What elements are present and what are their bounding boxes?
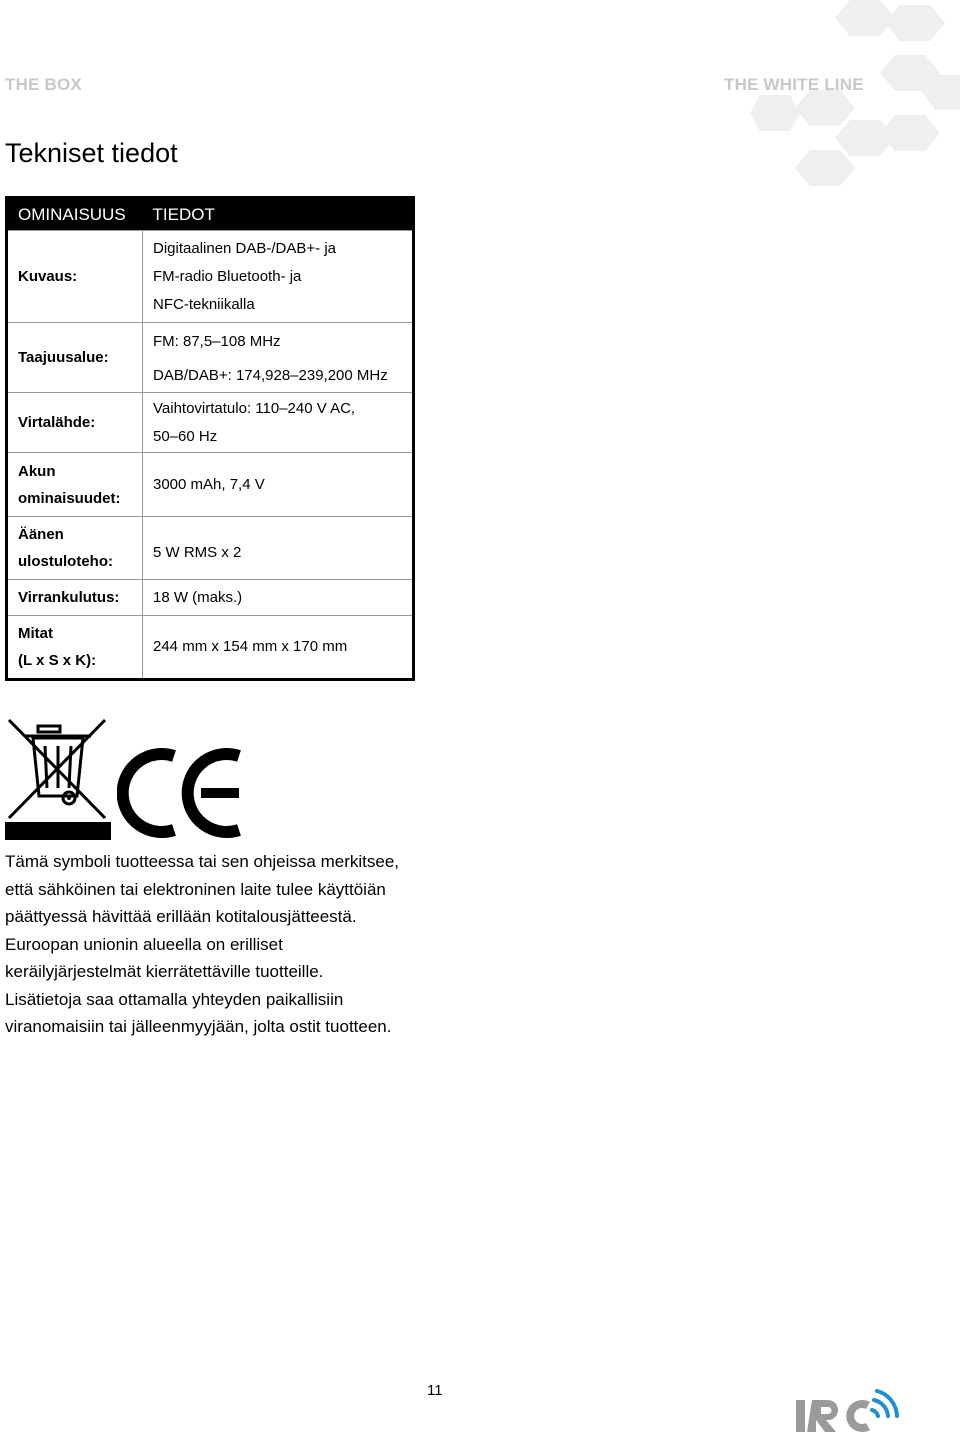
spec-value-line: FM: 87,5–108 MHz (153, 332, 281, 350)
spec-key (7, 231, 143, 323)
spec-key (7, 453, 143, 517)
page-number: 11 (427, 1382, 443, 1399)
paragraph-line: että sähköinen tai elektroninen laite tulee käyttöiän (5, 879, 386, 899)
spec-key-line: ulostuloteho: (18, 553, 113, 570)
column-header-feature: OMINAISUUS (7, 198, 143, 231)
paragraph-line: Euroopan unionin alueella on erilliset (5, 934, 283, 954)
spec-value (143, 393, 414, 453)
spec-value-line: FM-radio Bluetooth- ja (153, 267, 302, 285)
table-row (7, 453, 414, 517)
column-header-details: TIEDOT (143, 198, 414, 231)
spec-key-line: Virrankulutus: (18, 589, 120, 606)
page-title: Tekniset tiedot (5, 138, 178, 168)
spec-key (7, 393, 143, 453)
paragraph-line: Tämä symboli tuotteessa tai sen ohjeissa merkitsee, (5, 852, 400, 871)
spec-value-line: NFC-tekniikalla (153, 295, 255, 313)
spec-value (143, 517, 414, 580)
spec-key-line: Akun (18, 462, 56, 480)
table-row (7, 580, 414, 616)
table-row (7, 616, 414, 680)
spec-table-header-row (7, 198, 414, 231)
spec-key (7, 580, 143, 616)
spec-key (7, 517, 143, 580)
spec-key (7, 323, 143, 393)
spec-value-line: 244 mm x 154 mm x 170 mm (153, 638, 348, 655)
spec-value (143, 231, 414, 323)
spec-key-line: Taajuusalue: (18, 349, 109, 366)
paragraph-line: viranomaisiin tai jälleenmyyjään, jolta ostit tuotteen. (5, 1017, 392, 1036)
irc-logo (792, 1388, 902, 1436)
spec-value-line: 18 W (maks.) (153, 588, 243, 606)
paragraph-line: keräilyjärjestelmät kierrätettäville tuotteille. (5, 962, 324, 981)
spec-value (143, 616, 414, 680)
spec-table (5, 196, 415, 681)
spec-key-line: Virtalähde: (18, 414, 96, 431)
spec-value-line: Vaihtovirtatulo: 110–240 V AC, (153, 399, 356, 417)
table-row (7, 517, 414, 580)
table-row (7, 323, 414, 393)
spec-value (143, 323, 414, 393)
decorative-snowflake-graphic (700, 0, 960, 200)
spec-value (143, 580, 414, 616)
spec-value-line: 50–60 Hz (153, 427, 218, 445)
spec-value (143, 453, 414, 517)
spec-value-line: Digitaalinen DAB-/DAB+- ja (153, 239, 336, 257)
spec-key-line: Mitat (18, 625, 53, 642)
spec-value-line: 3000 mAh, 7,4 V (153, 475, 265, 493)
ce-mark-icon (117, 748, 243, 838)
crossed-out-wheelie-bin-icon (5, 718, 111, 840)
spec-key-line: (L x S x K): (18, 652, 97, 669)
spec-value-line: 5 W RMS x 2 (153, 544, 242, 561)
spec-key (7, 616, 143, 680)
header-brand-right: THE WHITE LINE (724, 75, 864, 94)
disposal-paragraph (5, 848, 445, 1041)
paragraph-line: Lisätietoja saa ottamalla yhteyden paikallisiin (5, 989, 344, 1009)
header-brand-left: THE BOX (5, 75, 82, 94)
paragraph-line: päättyessä hävittää erillään kotitalousjätteestä. (5, 907, 357, 926)
table-row (7, 393, 414, 453)
table-row (7, 231, 414, 323)
spec-key-line: Äänen (18, 526, 64, 543)
spec-key-line: ominaisuudet: (18, 489, 121, 507)
spec-key-line: Kuvaus: (18, 268, 78, 285)
spec-value-line: DAB/DAB+: 174,928–239,200 MHz (153, 366, 388, 384)
